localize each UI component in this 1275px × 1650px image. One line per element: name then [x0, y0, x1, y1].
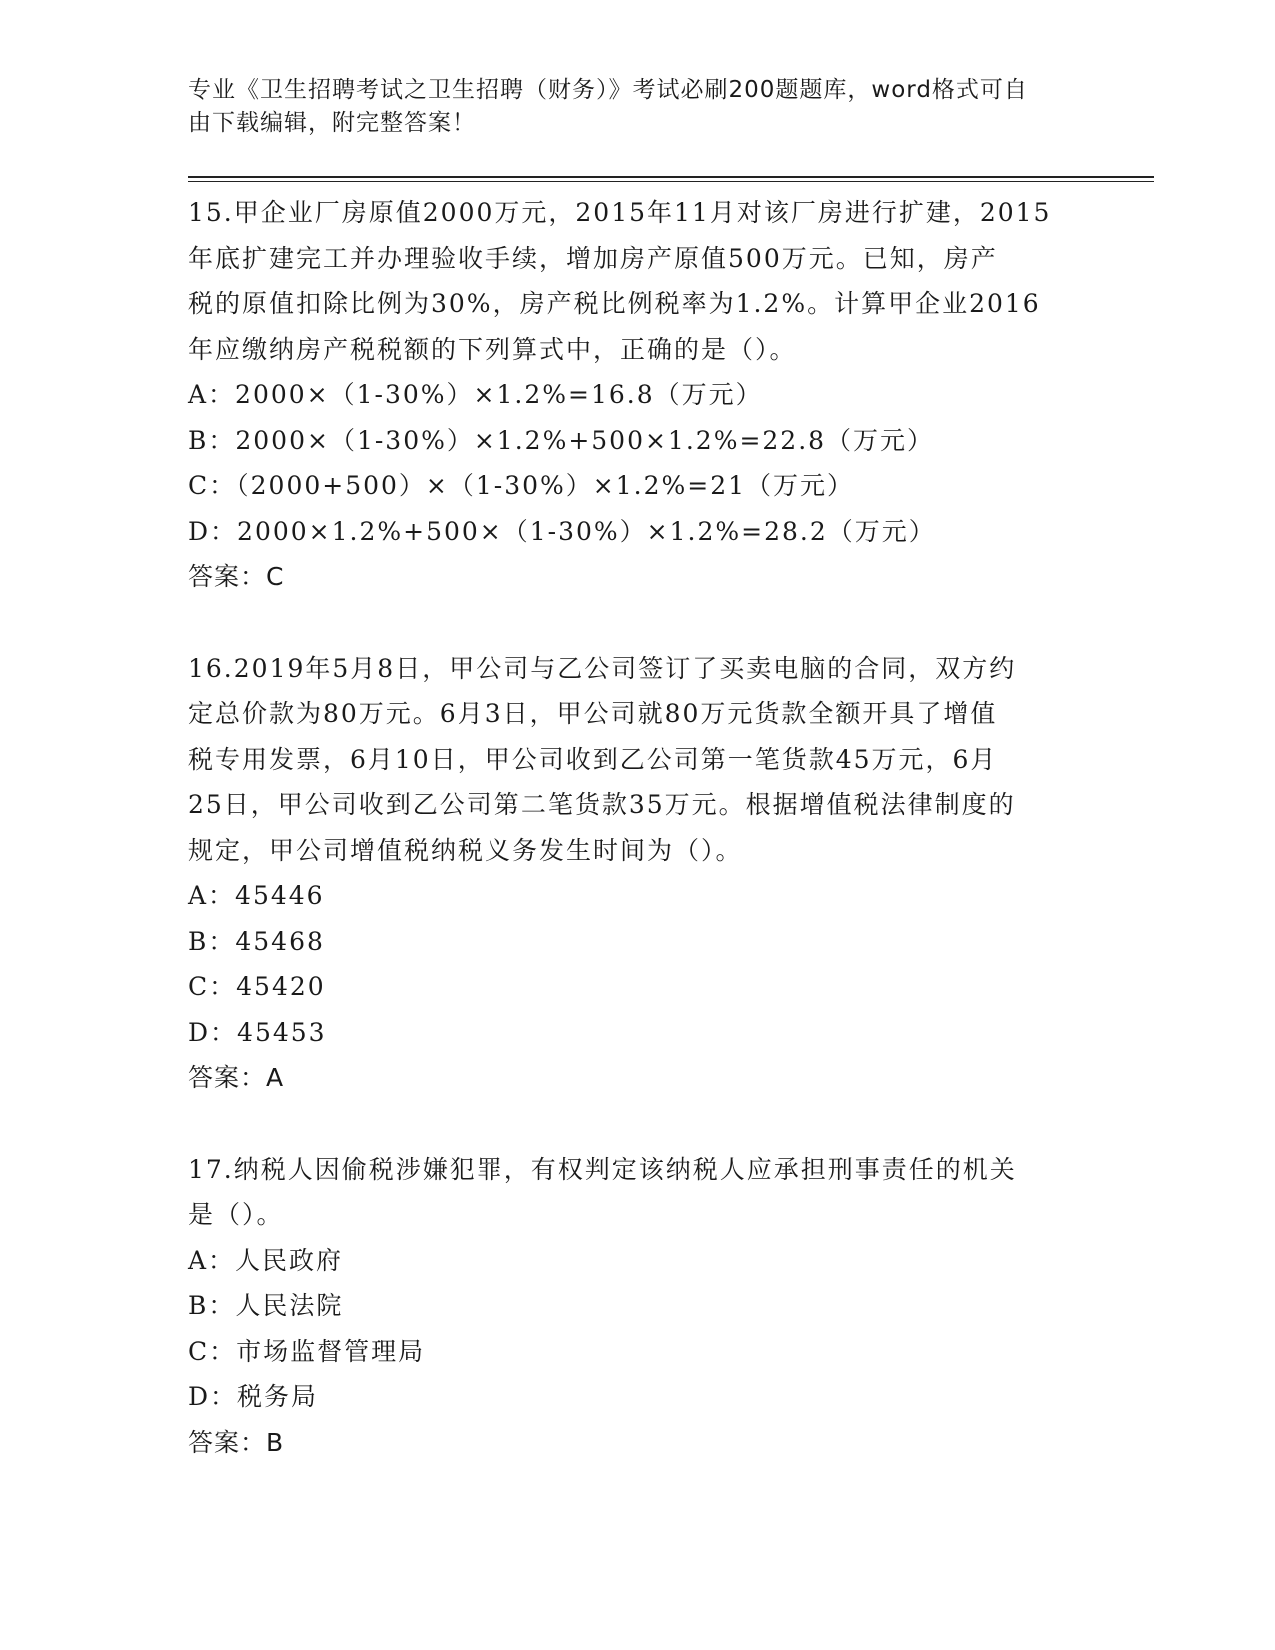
stem-line: 规定，甲公司增值税纳税义务发生时间为（）。: [188, 835, 743, 865]
question-15: [188, 190, 1088, 600]
header-line-2: 由下载编辑，附完整答案！: [188, 110, 476, 136]
question-stem: [188, 190, 1088, 372]
question-spacer: [188, 600, 1088, 646]
stem-line: 是（）。: [188, 1200, 284, 1229]
option-a: A：2000×（1-30%）×1.2%=16.8（万元）: [188, 380, 763, 409]
header-line-1: 专业《卫生招聘考试之卫生招聘（财务）》考试必刷200题题库，word格式可自: [188, 77, 1028, 103]
stem-line: 税的原值扣除比例为30%，房产税比例税率为1.2%。计算甲企业2016: [188, 289, 1041, 318]
header-divider-thick: [188, 176, 1154, 178]
question-16: [188, 646, 1088, 1101]
option-d: D：2000×1.2%+500×（1-30%）×1.2%=28.2（万元）: [188, 516, 936, 546]
stem-line: 年底扩建完工并办理验收手续，增加房产原值500万元。已知，房产: [188, 243, 998, 273]
option-c: C：（2000+500）×（1-30%）×1.2%=21（万元）: [188, 471, 855, 500]
option-b: B：人民法院: [188, 1291, 344, 1320]
question-stem: [188, 1147, 1088, 1238]
answer-label: 答案：B: [188, 1427, 285, 1457]
question-17: [188, 1147, 1088, 1466]
question-list: [188, 190, 1088, 1465]
answer-label: 答案：A: [188, 1063, 285, 1092]
stem-line: 16.2019年5月8日，甲公司与乙公司签订了买卖电脑的合同，双方约: [188, 653, 1017, 683]
answer-label: 答案：C: [188, 562, 285, 591]
header-divider-thin: [188, 181, 1154, 182]
stem-line: 定总价款为80万元。6月3日，甲公司就80万元货款全额开具了增值: [188, 699, 998, 728]
option-d: D：45453: [188, 1017, 327, 1047]
question-spacer: [188, 1101, 1088, 1147]
option-a: A：45446: [188, 881, 325, 910]
option-b: B：2000×（1-30%）×1.2%+500×1.2%=22.8（万元）: [188, 425, 935, 455]
stem-line: 税专用发票，6月10日，甲公司收到乙公司第一笔货款45万元，6月: [188, 744, 998, 774]
question-stem: [188, 646, 1088, 874]
stem-line: 25日，甲公司收到乙公司第二笔货款35万元。根据增值税法律制度的: [188, 790, 1016, 819]
option-d: D：税务局: [188, 1382, 319, 1411]
stem-line: 年应缴纳房产税税额的下列算式中，正确的是（）。: [188, 334, 797, 364]
document-header: [188, 74, 1068, 140]
option-c: C：45420: [188, 972, 326, 1001]
stem-line: 17.纳税人因偷税涉嫌犯罪，有权判定该纳税人应承担刑事责任的机关: [188, 1154, 1017, 1184]
option-a: A：人民政府: [188, 1245, 344, 1275]
option-b: B：45468: [188, 926, 325, 956]
stem-line: 15.甲企业厂房原值2000万元，2015年11月对该厂房进行扩建，2015: [188, 198, 1052, 227]
option-c: C：市场监督管理局: [188, 1336, 426, 1366]
